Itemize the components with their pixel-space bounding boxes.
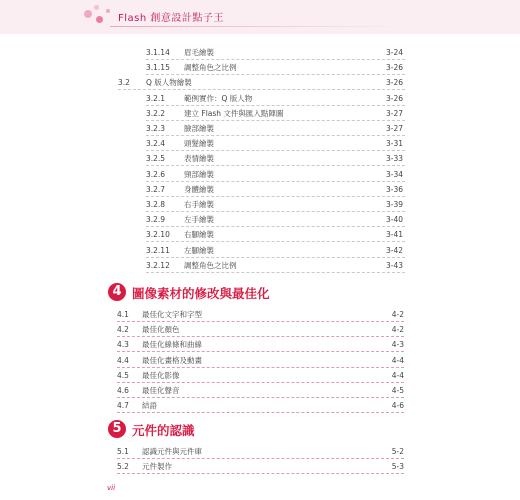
toc-row[interactable] <box>0 106 520 121</box>
toc-number: 4.1 <box>117 310 129 319</box>
toc-number: 3.2 <box>118 78 130 88</box>
toc-row[interactable] <box>0 75 520 90</box>
toc-page: 3-26 <box>385 78 403 88</box>
toc-number: 3.2.11 <box>146 245 170 255</box>
toc-number: 3.2.9 <box>146 215 166 225</box>
toc-number: 3.2.1 <box>146 93 166 103</box>
toc-row[interactable] <box>0 258 520 273</box>
toc-page: 3-39 <box>385 200 403 209</box>
toc-row[interactable] <box>0 60 520 75</box>
toc-title: 右腳繪製 <box>184 230 214 240</box>
header-band <box>0 0 520 34</box>
toc-page: 3-26 <box>385 93 403 103</box>
toc-page: 3-27 <box>385 108 403 118</box>
toc-number: 3.2.10 <box>146 230 170 240</box>
toc-page: 5-3 <box>391 462 404 472</box>
toc-number: 3.2.4 <box>146 139 166 149</box>
toc-row[interactable] <box>0 383 520 398</box>
toc-row[interactable] <box>0 136 520 151</box>
toc-row[interactable] <box>0 182 520 197</box>
toc-page: 3-42 <box>385 245 403 255</box>
toc-page: 4-3 <box>391 340 404 350</box>
toc-title: 左腳繪製 <box>184 245 214 255</box>
toc-page: 3-33 <box>385 154 403 164</box>
toc-title: 頸部繪製 <box>184 169 214 179</box>
header-rule <box>110 26 410 27</box>
toc-number: 3.1.14 <box>146 48 170 57</box>
toc-row[interactable] <box>0 212 520 227</box>
toc-title: 頭髮繪製 <box>184 139 214 149</box>
toc-row[interactable] <box>0 227 520 242</box>
toc-title: 身體繪製 <box>184 184 214 194</box>
toc-row[interactable] <box>0 337 520 352</box>
toc-row[interactable] <box>0 197 520 212</box>
toc-page: 3-27 <box>385 124 403 133</box>
toc-number: 3.2.5 <box>146 154 166 164</box>
toc-page: 4-6 <box>391 401 404 411</box>
toc-row[interactable] <box>0 444 520 459</box>
toc-title: 最佳化文字和字型 <box>142 310 202 319</box>
toc-title: 最佳化線條和曲線 <box>142 340 202 350</box>
toc-page: 3-31 <box>385 139 403 149</box>
toc-title: 最佳化畫格及動畫 <box>142 355 202 365</box>
toc-title: 調整角色之比例 <box>184 260 237 270</box>
dashed-leader <box>117 473 404 474</box>
page-number: vii <box>107 484 116 492</box>
toc-row[interactable] <box>0 151 520 166</box>
toc-title: Q 版人物繪製 <box>146 78 192 88</box>
toc-row[interactable] <box>0 322 520 337</box>
toc-title: 最佳化影像 <box>142 370 180 380</box>
toc-number: 3.1.15 <box>146 63 170 73</box>
toc-page: 4-4 <box>391 355 404 365</box>
toc-row[interactable] <box>0 307 520 322</box>
toc-title: 左手繪製 <box>184 215 214 225</box>
toc-title: 最佳化聲音 <box>142 386 180 395</box>
toc-number: 3.2.2 <box>146 108 166 118</box>
toc-page: 3-43 <box>385 260 403 270</box>
toc-title: 元件製作 <box>142 462 172 472</box>
dashed-leader <box>146 272 405 273</box>
toc-title: 建立 Flash 文件與匯入點陣圖 <box>184 108 284 118</box>
toc-page: 3-36 <box>385 184 403 194</box>
toc-page: 4-2 <box>391 310 404 319</box>
toc-number: 3.2.8 <box>146 200 166 209</box>
toc-row[interactable] <box>0 91 520 106</box>
toc-row[interactable] <box>0 167 520 182</box>
toc-title: 臉部繪製 <box>184 124 214 133</box>
toc-row[interactable] <box>0 398 520 413</box>
toc-page: 3-26 <box>385 63 403 73</box>
book-title: Flash 創意設計點子王 <box>118 13 224 24</box>
toc-number: 3.2.3 <box>146 124 166 133</box>
toc-page: 4-2 <box>391 325 404 335</box>
toc-number: 4.5 <box>117 370 129 380</box>
toc-number: 4.2 <box>117 325 129 335</box>
chapter-number-badge: 5 <box>108 420 126 438</box>
toc-number: 5.2 <box>117 462 129 472</box>
toc-number: 5.1 <box>117 447 129 456</box>
toc-row[interactable] <box>0 368 520 383</box>
toc-page: 3-41 <box>385 230 403 240</box>
toc-number: 4.6 <box>117 386 129 395</box>
toc-number: 3.2.12 <box>146 260 170 270</box>
toc-number: 4.3 <box>117 340 129 350</box>
toc-row[interactable] <box>0 353 520 368</box>
toc-title: 最佳化顏色 <box>142 325 180 335</box>
decorative-dots-icon <box>84 4 120 28</box>
toc-page: 3-40 <box>385 215 403 225</box>
chapter-title: 元件的認識 <box>132 423 195 438</box>
toc-title: 表情繪製 <box>184 154 214 164</box>
chapter-title: 圖像素材的修改與最佳化 <box>132 286 270 301</box>
toc-row[interactable] <box>0 45 520 60</box>
toc-title: 結語 <box>142 401 157 411</box>
toc-page: 3-24 <box>385 48 403 57</box>
toc-page: 5-2 <box>391 447 404 456</box>
toc-number: 3.2.7 <box>146 184 166 194</box>
toc-title: 認識元件與元件庫 <box>142 447 202 456</box>
dashed-leader <box>117 412 404 413</box>
toc-title: 眉毛繪製 <box>184 48 214 57</box>
toc-page: 3-34 <box>385 169 403 179</box>
toc-number: 3.2.6 <box>146 169 166 179</box>
toc-title: 右手繪製 <box>184 200 214 209</box>
toc-title: 調整角色之比例 <box>184 63 237 73</box>
chapter-number-badge: 4 <box>108 283 126 301</box>
toc-row[interactable] <box>0 459 520 474</box>
toc-row[interactable] <box>0 121 520 136</box>
toc-page: 4-4 <box>391 370 404 380</box>
toc-number: 4.4 <box>117 355 129 365</box>
toc-row[interactable] <box>0 243 520 258</box>
toc-title: 範例實作：Q 版人物 <box>184 93 253 103</box>
toc-number: 4.7 <box>117 401 129 411</box>
toc-page: 4-5 <box>391 386 404 395</box>
